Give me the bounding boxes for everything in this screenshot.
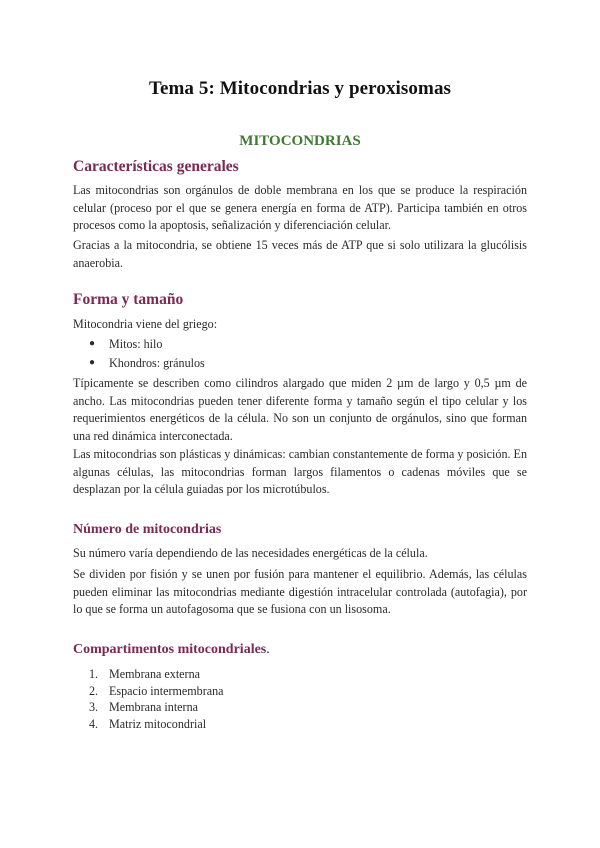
bullet-list-griego <box>73 336 205 371</box>
heading-numero: Número de mitocondrias <box>73 522 222 537</box>
paragraph-numero-1: Su número varía dependiendo de las necesidades energéticas de la célula. <box>73 546 428 560</box>
bullet-icon: ● <box>89 338 96 349</box>
paragraph-caracteristicas-2: Gracias a la mitocondria, se obtiene 15 veces más de ATP que si solo utilizara la glucólisis anaerobia. <box>73 238 527 270</box>
list-item: 2. Espacio intermembrana <box>89 683 224 698</box>
paragraph-forma-intro: Mitocondria viene del griego: <box>73 317 218 331</box>
page-title: Tema 5: Mitocondrias y peroxisomas <box>148 78 452 99</box>
numbered-list-compartimentos <box>73 666 224 732</box>
list-item: 3. Membrana interna <box>89 700 198 715</box>
list-item: 1. Membrana externa <box>89 667 200 681</box>
heading-compartimentos: Compartimentos mitocondriales. <box>73 642 270 657</box>
heading-forma: Forma y tamaño <box>73 291 184 308</box>
list-item: ● Mitos: hilo <box>89 337 163 351</box>
list-item: ● Khondros: gránulos <box>89 355 205 370</box>
list-item: 4. Matriz mitocondrial <box>89 716 207 731</box>
paragraph-numero-2: Se dividen por fisión y se unen por fusión para mantener el equilibrio. Además, las células pueden eliminar las mitocondrias mediante digestión intracelular controlada (autofagia), por lo que se forma un autofagosoma que se fusiona con un lisosoma. <box>73 567 527 617</box>
section-title: MITOCONDRIAS <box>239 133 361 149</box>
heading-caracteristicas: Características generales <box>73 158 239 175</box>
paragraph-caracteristicas-1: Las mitocondrias son orgánulos de doble membrana en los que se produce la respiración celular (proceso por el que se genera energía en forma de ATP). Participa también en otros procesos como la apoptosis, señalización y diferenciación celular. <box>73 183 527 233</box>
paragraph-forma-1: Típicamente se describen como cilindros alargado que miden 2 µm de largo y 0,5 µm de ancho. Las mitocondrias pueden tener diferente forma y tamaño según el tipo celular y los requerimientos energéticos de la célula. No son un conjunto de orgánulos, sino que forman una red dinámica interconectada. <box>73 376 527 443</box>
bullet-icon: ● <box>89 356 96 368</box>
paragraph-forma-2: Las mitocondrias son plásticas y dinámicas: cambian constantemente de forma y posición. En algunas células, las mitocondrias forman largos filamentos o cadenas móviles que se desplazan por la célula guiadas por los microtúbulos. <box>73 447 527 497</box>
